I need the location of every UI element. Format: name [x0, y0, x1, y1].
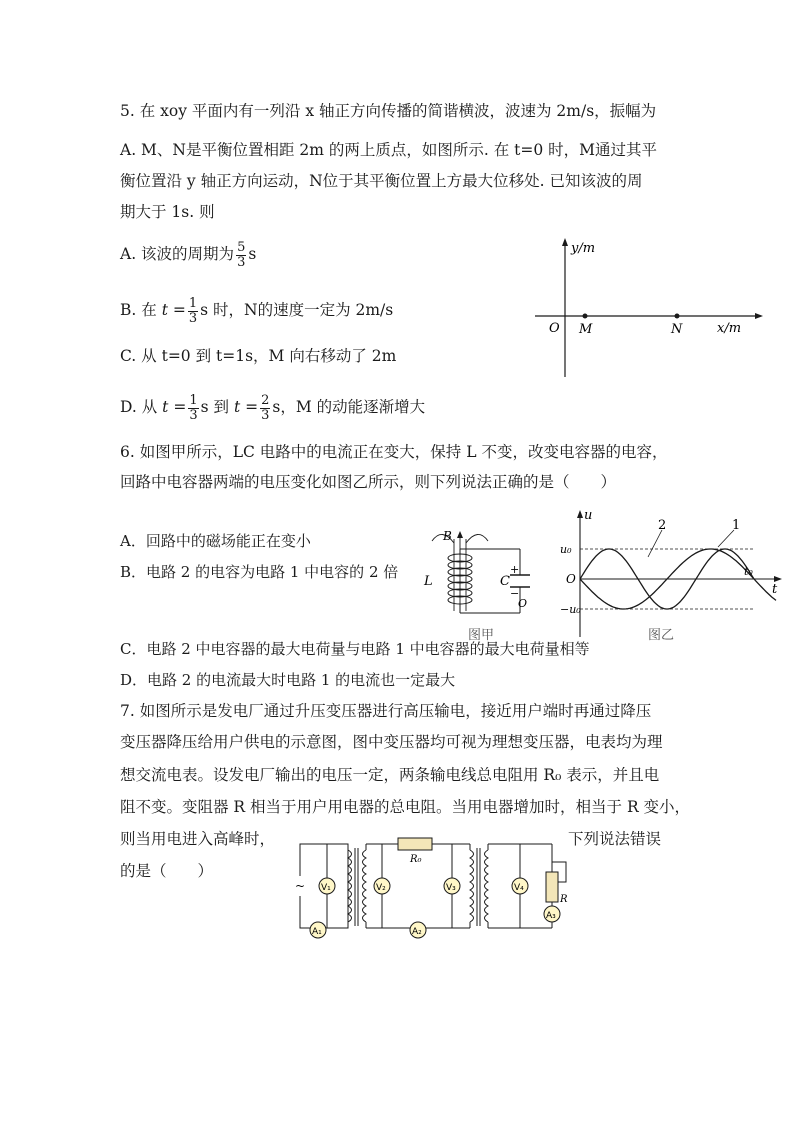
q7-transmission-circuit-figure [290, 832, 580, 944]
label-l: L [424, 574, 433, 589]
line-resistor-r0 [398, 838, 432, 850]
q7-stem-line-3: 想交流电表。设发电厂输出的电压一定，两条输电线总电阻用 R₀ 表示，并且电 [120, 766, 660, 784]
t-axis-label: t [772, 582, 778, 597]
q6-stem-line-2: 回路中电容器两端的电压变化如图乙所示，则下列说法正确的是（ ） [120, 473, 617, 491]
q5-option-b-fraction: $\frac{1}{3}$ [188, 295, 198, 326]
q7-stem-line-5a: 则当用电进入高峰时， [120, 830, 276, 848]
field-arrow-icon [457, 531, 463, 538]
svg-text:V₁: V₁ [321, 883, 331, 893]
voltmeter-v3 [444, 878, 460, 894]
curve-2-leader [648, 530, 662, 557]
q5-wave-axes-figure [525, 232, 775, 382]
ammeter-a1 [310, 922, 326, 938]
magnetic-field-lines [432, 534, 488, 611]
q5-stem-line-1: 5. 在 xoy 平面内有一列沿 x 轴正方向传播的简谐横波，波速为 2m/s，振幅为 [120, 102, 657, 120]
curve-1-label: 1 [732, 518, 741, 533]
q5-option-a-fraction: $\frac{5}{3}$ [237, 239, 246, 270]
r0-label: R₀ [410, 854, 422, 865]
ammeter-a3 [544, 906, 560, 922]
step-up-primary-coil [348, 850, 352, 922]
q5-option-d-fraction-2: $\frac{2}{3}$ [261, 392, 270, 423]
origin-label: O [566, 572, 576, 586]
q5-option-a: A. 该波的周期为 $\frac{5}{3}$ s [120, 239, 257, 270]
voltmeter-v2 [374, 878, 390, 894]
q5-option-d: D. 从 t = $\frac{1}{3}$ s 到 t = $\frac{2}{3}$ s，M 的动能逐渐增大 [120, 392, 426, 423]
label-plus: + [510, 563, 520, 576]
x-axis-arrow-icon [755, 313, 763, 319]
label-minus: − [510, 587, 520, 600]
q5-stem-line-2: A. M、N是平衡位置相距 2m 的两上质点，如图所示. 在 t=0 时，M通过其平 [120, 141, 658, 159]
point-m-label: M [579, 322, 593, 337]
q6-option-b: B．电路 2 的电容为电路 1 中电容的 2 倍 [120, 563, 399, 581]
figure-yi-caption: 图乙 [648, 628, 675, 643]
q5-option-a-prefix: A. 该波的周期为 [120, 245, 235, 263]
x-axis-label: x/m [717, 321, 742, 336]
q7-stem-line-2: 变压器降压给用户供电的示意图，图中变压器均可视为理想变压器，电表均为理 [120, 733, 663, 751]
figure-jia-caption: 图甲 [468, 628, 495, 643]
q7-stem-line-1: 7. 如图所示是发电厂通过升压变压器进行高压输电，接近用户端时再通过降压 [120, 702, 652, 720]
origin-label: O [549, 321, 560, 336]
neg-u0-label: −u₀ [560, 603, 581, 616]
y-axis-arrow-icon [562, 238, 568, 246]
q7-stem-line-5b: 下列说法错误 [568, 830, 662, 848]
q5-stem-line-3: 衡位置沿 y 轴正方向运动，N位于其平衡位置上方最大位移处. 已知该波的周 [120, 172, 643, 190]
q6-option-a: A．回路中的磁场能正在变小 [120, 532, 311, 550]
svg-text:V₂: V₂ [376, 883, 386, 893]
q6-stem-line-1: 6. 如图甲所示，LC 电路中的电流正在变大，保持 L 不变，改变电容器的电容， [120, 443, 668, 461]
curve-2-label: 2 [658, 518, 667, 533]
svg-text:A₂: A₂ [412, 927, 422, 937]
q7-stem-line-4: 阻不变。变阻器 R 相当于用户用电器的总电阻。当用电器增加时，相当于 R 变小， [120, 798, 691, 816]
voltmeter-v1 [319, 878, 335, 894]
q6-option-d: D．电路 2 的电流最大时电路 1 的电流也一定最大 [120, 671, 456, 689]
svg-text:V₃: V₃ [446, 883, 456, 893]
t0-label: t₀ [744, 565, 753, 578]
y-axis-label: y/m [571, 241, 596, 256]
q5-option-b: B. 在 t = $\frac{1}{3}$ s 时，N的速度一定为 2m/s [120, 295, 394, 326]
voltmeter-v4 [512, 878, 528, 894]
label-o: O [518, 597, 528, 610]
q6-option-c: C．电路 2 中电容器的最大电荷量与电路 1 中电容器的最大电荷量相等 [120, 640, 590, 658]
point-n-label: N [671, 322, 683, 337]
q5-option-d-fraction-1: $\frac{1}{3}$ [189, 392, 198, 423]
label-c: C [500, 574, 510, 589]
point-m [583, 314, 588, 319]
ac-source-icon: ~ [295, 879, 306, 893]
u-axis-label: u [584, 508, 593, 523]
label-b: B [443, 529, 452, 543]
step-up-secondary-coil [363, 850, 367, 922]
load-resistor-r [546, 872, 558, 902]
svg-text:A₁: A₁ [312, 927, 322, 937]
svg-text:V₄: V₄ [514, 883, 524, 893]
q5-stem-line-4: 期大于 1s. 则 [120, 203, 215, 221]
q6-lc-circuit-figure [420, 525, 540, 645]
q7-stem-line-6: 的是（ ） [120, 862, 214, 880]
q6-voltage-graph-figure [558, 505, 788, 645]
step-down-primary-coil [470, 850, 474, 922]
u0-label: u₀ [560, 543, 572, 556]
step-down-secondary-coil [485, 850, 489, 922]
point-n [675, 314, 680, 319]
ammeter-a2 [410, 922, 426, 938]
u-axis-arrow-icon [577, 510, 583, 518]
q5-option-c: C. 从 t=0 到 t=1s，M 向右移动了 2m [120, 347, 397, 365]
r-label: R [560, 894, 568, 905]
svg-text:A₃: A₃ [546, 911, 556, 921]
